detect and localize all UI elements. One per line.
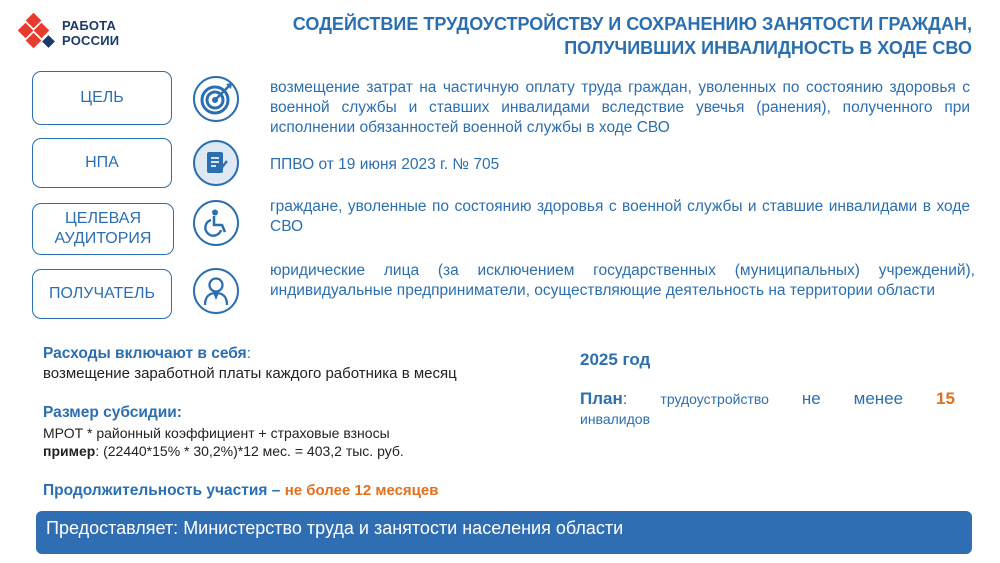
- plan-count: 15: [936, 389, 955, 408]
- target-icon: [193, 76, 239, 122]
- subsidy-example-text: : (22440*15% * 30,2%)*12 мес. = 403,2 тыс. руб.: [95, 443, 404, 459]
- person-icon: [193, 268, 239, 314]
- logo-mark-icon: [18, 12, 60, 54]
- goal-label-box: [32, 71, 172, 125]
- goal-label: ЦЕЛЬ: [80, 89, 124, 106]
- page-title: [212, 12, 972, 60]
- subsidy-block: [43, 404, 404, 460]
- npa-label: НПА: [85, 154, 119, 171]
- duration-value: не более 12 месяцев: [284, 482, 439, 499]
- provider-banner: [36, 511, 972, 554]
- audience-text: граждане, уволенные по состоянию здоровья с военной службы и ставшие инвалидами в ходе СВО: [270, 198, 970, 235]
- plan-label: План: [580, 389, 623, 408]
- subsidy-heading: Размер субсидии:: [43, 404, 182, 421]
- expenses-block: [43, 344, 457, 383]
- plan-word-employment: трудоустройство: [660, 391, 769, 407]
- logo: [18, 12, 148, 54]
- expenses-colon: :: [246, 345, 251, 362]
- wheelchair-icon: [193, 200, 239, 246]
- plan-block: [580, 389, 955, 429]
- page-title-line2: ПОЛУЧИВШИХ ИНВАЛИДНОСТЬ В ХОДЕ СВО: [564, 38, 972, 58]
- expenses-text: возмещение заработной платы каждого работника в месяц: [43, 365, 457, 382]
- plan-unit: инвалидов: [580, 411, 650, 427]
- plan-word-less: менее: [853, 389, 904, 408]
- subsidy-formula: МРОТ * районный коэффициент + страховые взносы: [43, 425, 390, 441]
- provider-banner-text: Предоставляет: Министерство труда и занятости населения области: [46, 518, 624, 538]
- logo-line1: РАБОТА: [62, 18, 117, 33]
- expenses-heading: Расходы включают в себя: [43, 345, 247, 362]
- subsidy-example-label: пример: [43, 443, 96, 459]
- logo-text: [62, 18, 119, 48]
- document-icon: [193, 140, 239, 186]
- recipient-label-box: [32, 269, 172, 319]
- duration-heading: Продолжительность участия –: [43, 482, 285, 499]
- recipient-text: юридические лица (за исключением государственных (муниципальных) учреждений), индивидуальные предприниматели, осуществляющие деятельность на территории области: [270, 262, 975, 299]
- audience-label-box: [32, 203, 174, 255]
- plan-colon: :: [622, 389, 628, 408]
- logo-line2: РОССИИ: [62, 33, 120, 48]
- goal-text: возмещение затрат на частичную оплату труда граждан, уволенных по состоянию здоровья с военной службы и ставших инвалидами вследствие увечья (ранения), полученного при исполнении обязанностей военной службы в ходе СВО: [270, 79, 970, 136]
- audience-label: ЦЕЛЕВАЯ АУДИТОРИЯ: [54, 210, 152, 247]
- recipient-label: ПОЛУЧАТЕЛЬ: [49, 285, 155, 302]
- page-title-line1: СОДЕЙСТВИЕ ТРУДОУСТРОЙСТВУ И СОХРАНЕНИЮ ЗАНЯТОСТИ ГРАЖДАН,: [292, 14, 972, 34]
- npa-text: ППВО от 19 июня 2023 г. № 705: [270, 156, 500, 173]
- duration-block: [43, 481, 438, 500]
- plan-word-not: не: [801, 389, 821, 408]
- npa-label-box: [32, 138, 172, 188]
- plan-year: 2025 год: [580, 350, 651, 369]
